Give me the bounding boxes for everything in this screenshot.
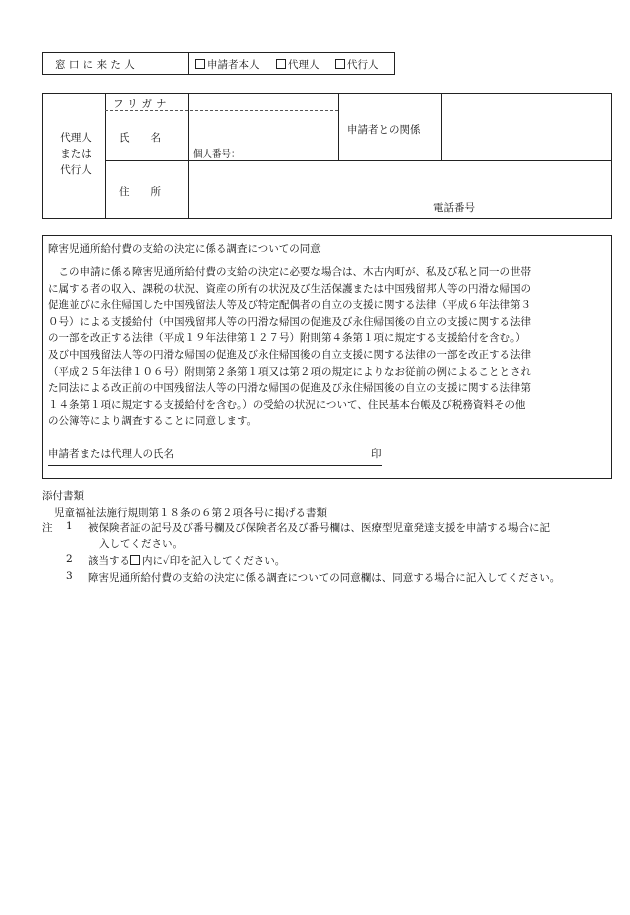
visitor-label: 窓 口 に 来 た 人 [55, 59, 135, 71]
note-1-line2: 入してください。 [99, 538, 183, 550]
note-2-num: 2 [66, 553, 73, 565]
furigana-field[interactable] [189, 95, 337, 109]
note-2-text: 該当する 内に✓印を記入してください。 [88, 555, 286, 567]
checkbox-icon [335, 59, 345, 69]
consent-body: この申請に係る障害児通所給付費の支給の決定に必要な場合は、木古内町が、私及び私と同一の世帯 に属する者の収入、課税の状況、資産の所有の状況及び生活保護または中国残留邦人等の円滑な帰国の 促進並びに永住帰国した中国残留法人等及び特定配偶者の自立の支援に関する法律（平成６年法律第３ ０号）による支援給付（中国残留邦人等の円滑な帰国の促進及び永住帰国後の自立の支援に関する法律 の一部を改正する法律（平成１９年法律第１２７号）附則第４条第１項に規定する支援給付を含む。） 及び中国残留法人等の円滑な帰国の促進及び永住帰国後の自立支援に関する法律の一部を改正する法律 （平成２５年法律１０６号）附則第２条第１項又は第２項の規定によりなお従前の例によることとされ た同法による改正前の中国残留法人等の円滑な帰国の促進及び永住帰国後の自立の支援に関する法律第 １４条第１項に規定する支援給付を含む。）の受給の状況について、住民基本台帳及び税務資料その他 の公簿等により調査することに同意します。 [48, 266, 531, 428]
visitor-option-agent[interactable]: 代理人 [276, 57, 320, 72]
address-field[interactable] [189, 161, 609, 201]
seal-label: 印 [371, 448, 382, 460]
visitor-table [42, 52, 395, 75]
visitor-option-applicant[interactable]: 申請者本人 [195, 57, 260, 72]
attachments-heading: 添付書類 [42, 490, 84, 502]
note-3-line1: 障害児通所給付費の支給の決定に係る調査についての同意欄は、同意する場合に記入してください。 [88, 572, 561, 584]
visitor-option-proxy[interactable]: 代行人 [335, 57, 379, 72]
checkbox-icon [195, 59, 205, 69]
relation-field[interactable] [442, 95, 610, 159]
attachments-item: 児童福祉法施行規則第１８条の６第２項各号に掲げる書類 [54, 507, 327, 519]
agent-table [42, 93, 612, 219]
signature-field[interactable] [48, 444, 382, 464]
signature-line [48, 465, 382, 466]
checkbox-icon [130, 555, 140, 565]
signature-label: 申請者または代理人の氏名 [48, 448, 174, 460]
consent-title: 障害児通所給付費の支給の決定に係る調査についての同意 [48, 243, 321, 255]
checkbox-icon [276, 59, 286, 69]
name-label: 氏 名 [119, 132, 161, 144]
individual-number-label: 個人番号： [193, 149, 241, 160]
note-1-num: 1 [66, 520, 73, 532]
furigana-label: フリガナ [113, 98, 171, 110]
relation-label: 申請者との関係 [347, 124, 421, 136]
phone-label: 電話番号 [433, 202, 475, 214]
notes-label: 注 [42, 522, 53, 534]
note-3-num: 3 [66, 570, 73, 582]
note-1-line1: 被保険者証の記号及び番号欄及び保険者名及び番号欄は、医療型児童発達支援を申請する場合に記 [88, 522, 550, 534]
address-label: 住 所 [119, 186, 161, 198]
agent-group-label: 代理人 または 代行人 [60, 132, 92, 176]
